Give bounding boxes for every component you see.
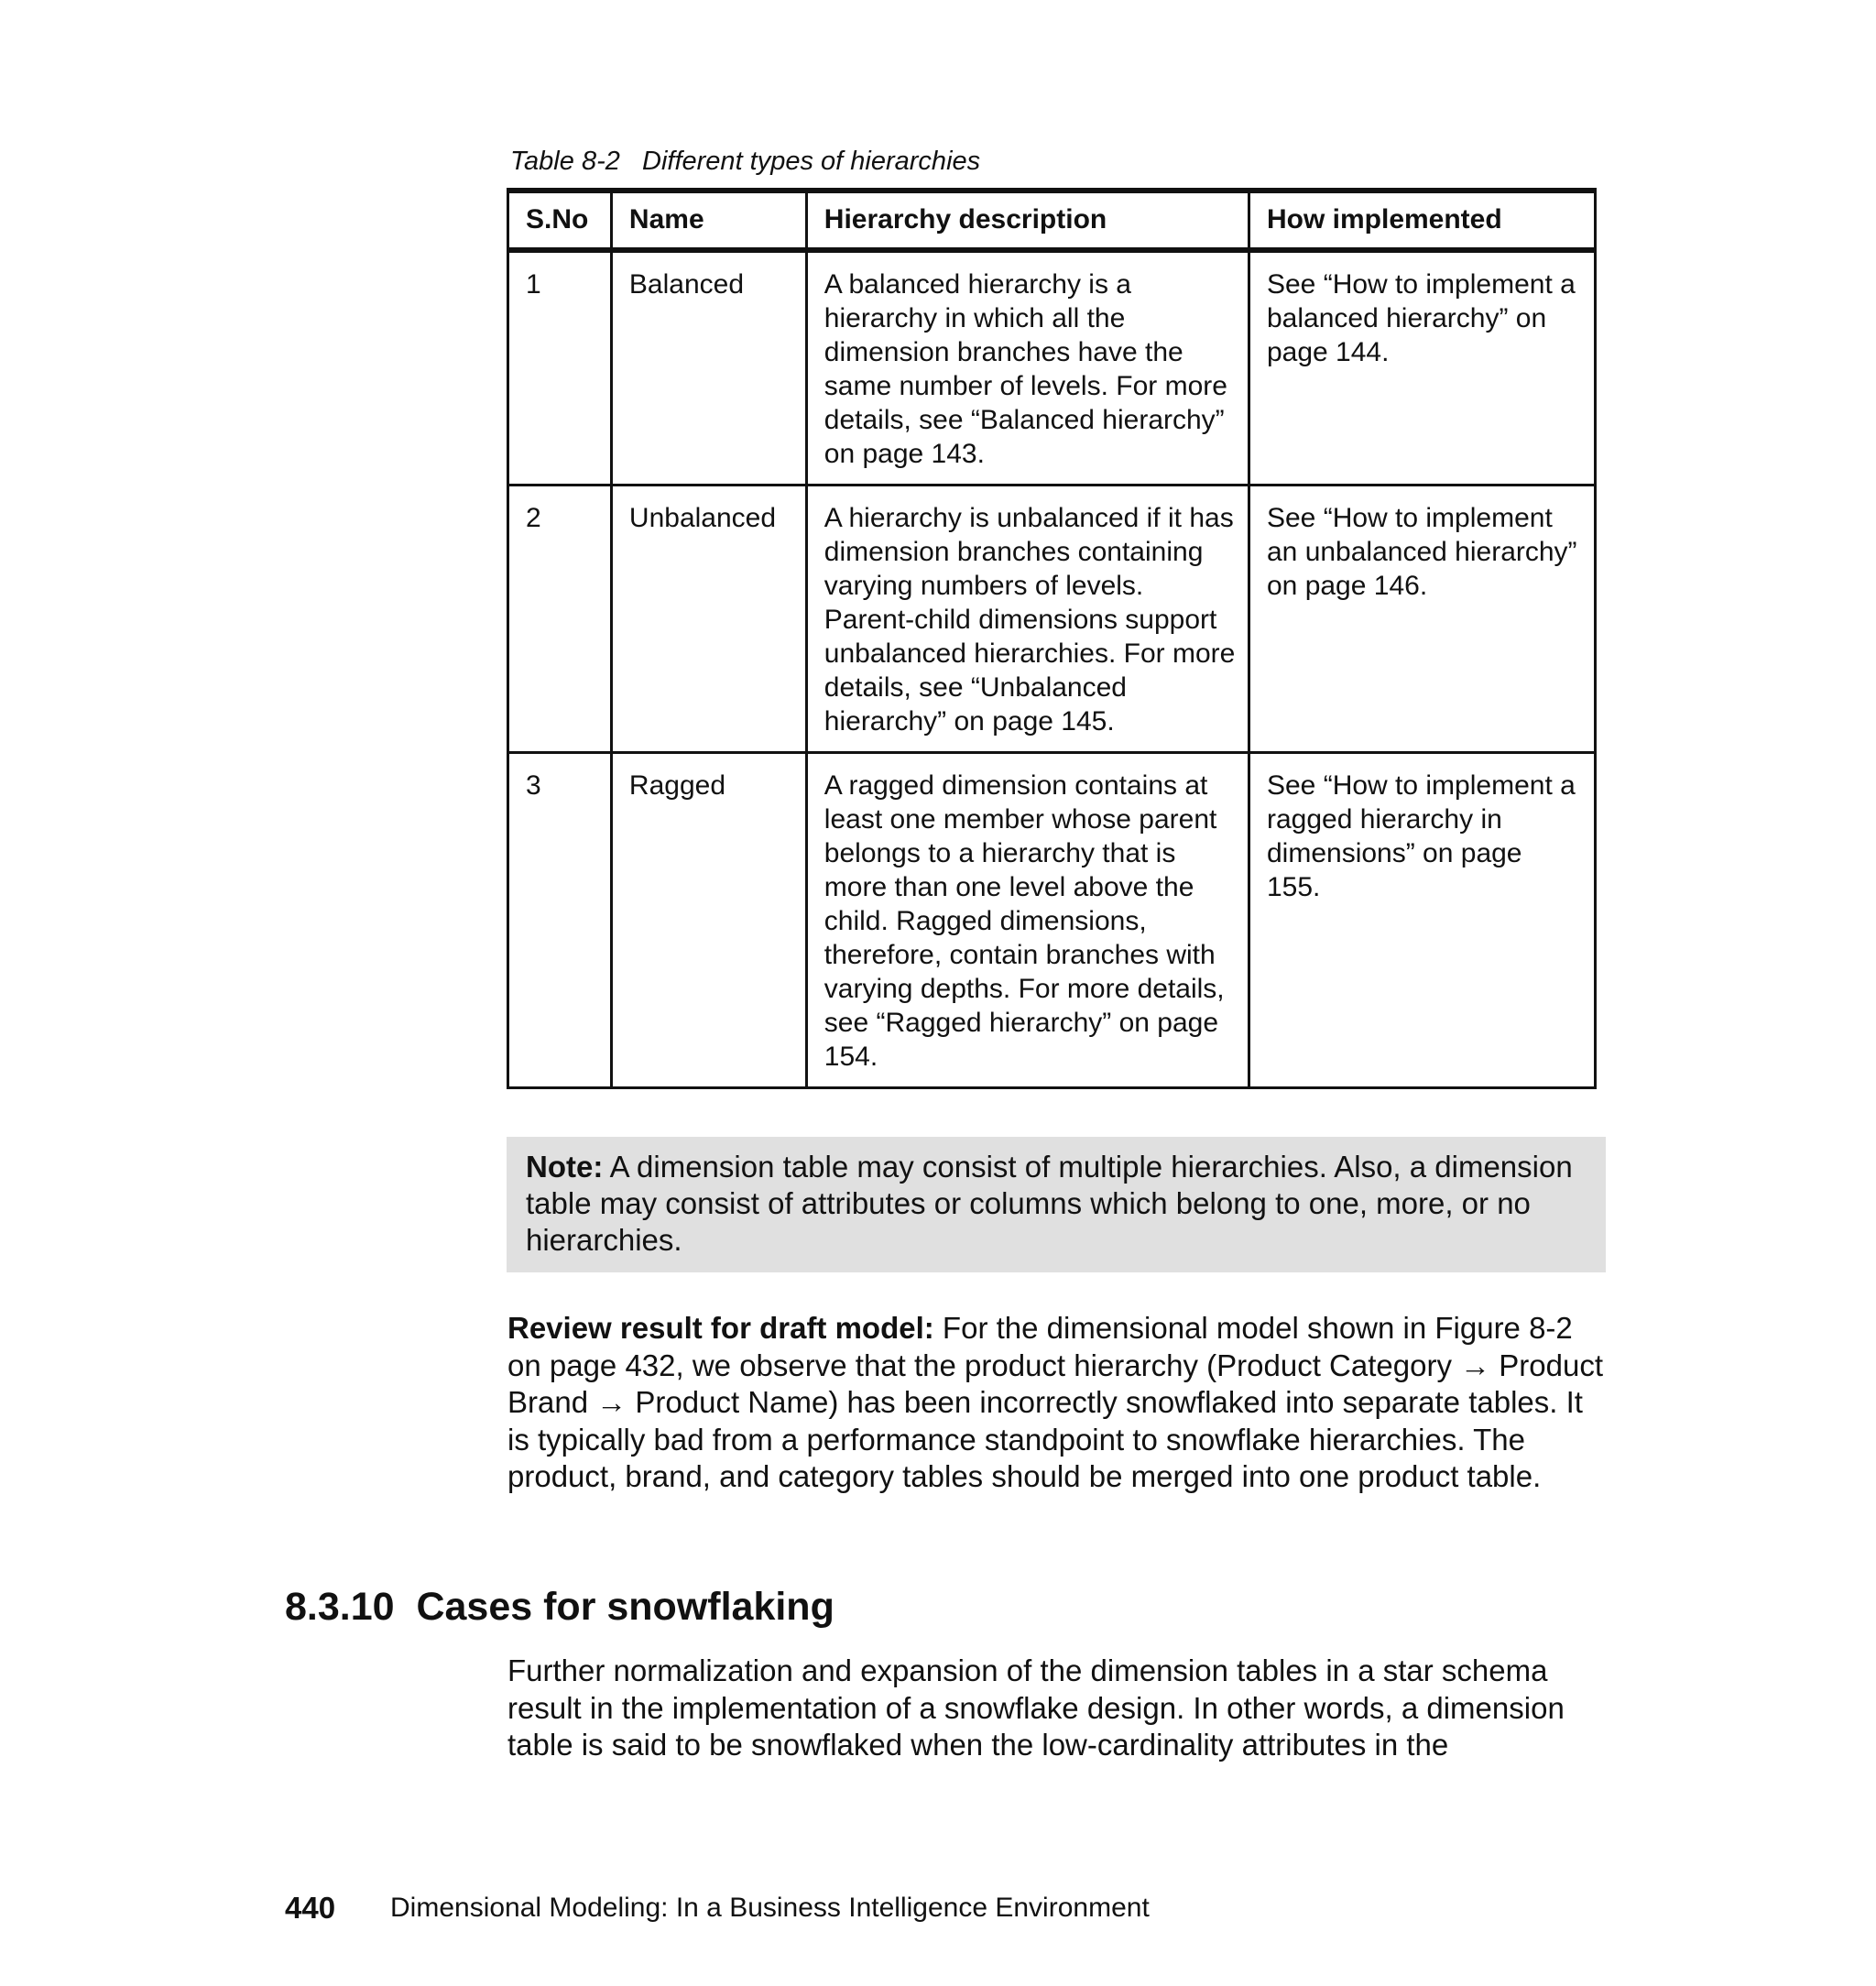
cell-name: Unbalanced bbox=[611, 486, 806, 753]
table-row bbox=[508, 250, 1596, 486]
cell-implemented: See “How to implement a ragged hierarchy in dimensions” on page 155. bbox=[1249, 753, 1595, 1088]
cell-sno: 2 bbox=[508, 486, 612, 753]
cell-name: Ragged bbox=[611, 753, 806, 1088]
section-paragraph: Further normalization and expansion of the dimension tables in a star schema result in the implementation of a snowflake design. In other words, a dimension table is said to be snowflaked when the low-cardinality attributes in the bbox=[507, 1653, 1565, 1762]
table-header-row bbox=[508, 191, 1596, 250]
column-header-implemented: How implemented bbox=[1249, 191, 1595, 250]
table-caption: Table 8-2 Different types of hierarchies bbox=[510, 147, 981, 176]
table-row bbox=[508, 486, 1596, 753]
cell-implemented: See “How to implement a balanced hierarchy” on page 144. bbox=[1249, 250, 1595, 486]
note-text: A dimension table may consist of multiple hierarchies. Also, a dimension table may consist of attributes or columns which belong to one, more, or no hierarchies. bbox=[526, 1150, 1573, 1257]
cell-description: A hierarchy is unbalanced if it has dimension branches containing varying numbers of levels. Parent-child dimensions support unbalanced hierarchies. For more details, see “Unbalanced hierarchy” on page 145. bbox=[806, 486, 1249, 753]
cell-description: A ragged dimension contains at least one member whose parent belongs to a hierarchy that is more than one level above the child. Ragged dimensions, therefore, contain branches with varying depths. For more details, see “Ragged hierarchy” on page 154. bbox=[806, 753, 1249, 1088]
cell-name: Balanced bbox=[611, 250, 806, 486]
note-label: Note: bbox=[526, 1150, 604, 1184]
cell-sno: 1 bbox=[508, 250, 612, 486]
review-paragraph bbox=[507, 1310, 1607, 1496]
cell-sno: 3 bbox=[508, 753, 612, 1088]
cell-description: A balanced hierarchy is a hierarchy in which all the dimension branches have the same number of levels. For more details, see “Balanced hierarchy” on page 143. bbox=[806, 250, 1249, 486]
hierarchy-types-table bbox=[507, 188, 1597, 1089]
column-header-description: Hierarchy description bbox=[806, 191, 1249, 250]
page-number: 440 bbox=[285, 1891, 336, 1925]
section-heading: 8.3.10 Cases for snowflaking bbox=[285, 1585, 834, 1629]
table-row bbox=[508, 753, 1596, 1088]
review-text: For the dimensional model shown in Figure 8-2 on page 432, we observe that the product hierarchy (Product Category → Product Brand → Product Name) has been incorrectly snowflaked into separate tables. It is typically bad from a performance standpoint to snowflake hierarchies. The product, brand, and category tables should be merged into one product table. bbox=[507, 1311, 1604, 1493]
column-header-name: Name bbox=[611, 191, 806, 250]
book-title: Dimensional Modeling: In a Business Intelligence Environment bbox=[390, 1893, 1150, 1923]
note-box bbox=[507, 1137, 1606, 1272]
review-label: Review result for draft model: bbox=[507, 1311, 934, 1345]
column-header-sno: S.No bbox=[508, 191, 612, 250]
cell-implemented: See “How to implement an unbalanced hierarchy” on page 146. bbox=[1249, 486, 1595, 753]
